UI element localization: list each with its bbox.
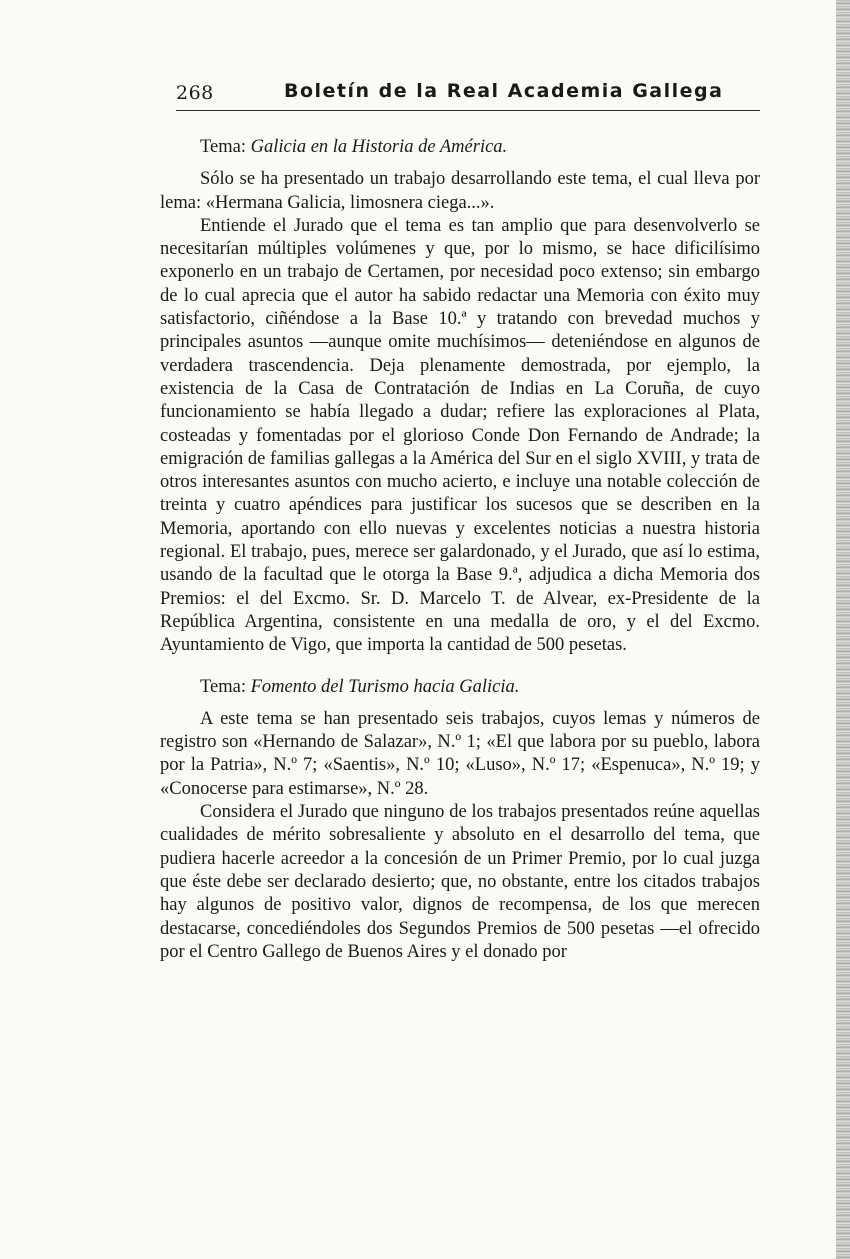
paragraph: Considera el Jurado que ninguno de los trabajos presentados reúne aquellas cualidades de mérito sobresaliente y absoluto en el desarrollo del tema, que pudiera hacerle acreedor a la concesión de un Primer Premio, por lo cual juzga que éste debe ser declarado desierto; que, no obstante, entre los citados trabajos hay algunos de positivo valor, dignos de recompensa, de los que merecen destacarse, concediéndoles dos Segundos Premios de 500 pesetas —el ofrecido por el Centro Gallego de Buenos Aires y el donado por xyxy=(160,802,760,962)
page-header xyxy=(176,80,760,110)
theme-label: Tema: xyxy=(200,137,246,157)
theme-heading-1 xyxy=(160,136,760,159)
paragraph: Sólo se ha presentado un trabajo desarrollando este tema, el cual lleva por lema: «Hermana Galicia, limosnera ciega...». xyxy=(160,169,760,213)
running-title: Boletín de la Real Academia Gallega xyxy=(284,80,724,102)
theme-label: Tema: xyxy=(200,676,246,697)
theme-heading-2 xyxy=(160,676,760,699)
theme-title: Fomento del Turismo hacia Galicia. xyxy=(250,676,520,697)
header-rule xyxy=(176,110,760,111)
page-number: 268 xyxy=(176,82,214,104)
paragraph: Entiende el Jurado que el tema es tan amplio que para desenvolverlo se necesitarían múltiples volúmenes y que, por lo mismo, se hace dificilísimo exponerlo en un trabajo de Certamen, por necesidad poco extenso; sin embargo de lo cual aprecia que el autor ha sabido redactar una Memoria con éxito muy satisfactorio, ciñéndose a la Base 10.ª y tratando con brevedad muchos y principales asuntos —aunque omite muchísimos— deteniéndose en algunos de verdadera trascendencia. Deja plenamente demostrada, por ejemplo, la existencia de la Casa de Contratación de Indias en La Coruña, de cuyo funcionamiento se había llegado a dudar; refiere las exploraciones al Plata, costeadas y fomentadas por el glorioso Conde Don Fernando de Andrade; la emigración de familias gallegas a la América del Sur en el siglo XVIII, y trata de otros interesantes asuntos con mucho acierto, e incluye una notable colección de treinta y cuatro apéndices para justificar los sucesos que se describen en la Memoria, aportando con ello nuevas y excelentes noticias a nuestra historia regional. El trabajo, pues, merece ser galardonado, y el Jurado, que así lo estima, usando de la facultad que le otorga la Base 9.ª, adjudica a dicha Memoria dos Premios: el del Excmo. Sr. D. Marcelo T. de Alvear, ex-Presidente de la República Argentina, consistente en una medalla de oro, y el del Excmo. Ayuntamiento de Vigo, que importa la cantidad de 500 pesetas. xyxy=(160,215,760,656)
theme-title: Galicia en la Historia de América. xyxy=(250,137,508,157)
body-text xyxy=(160,136,760,964)
scan-edge xyxy=(836,0,850,1259)
paragraph: A este tema se han presentado seis trabajos, cuyos lemas y números de registro son «Hernando de Salazar», N.º 1; «El que labora por su pueblo, labora por la Patria», N.º 7; «Saentis», N.º 10; «Luso», N.º 17; «Espenuca», N.º 19; y «Conocerse para estimarse», N.º 28. xyxy=(160,708,760,799)
